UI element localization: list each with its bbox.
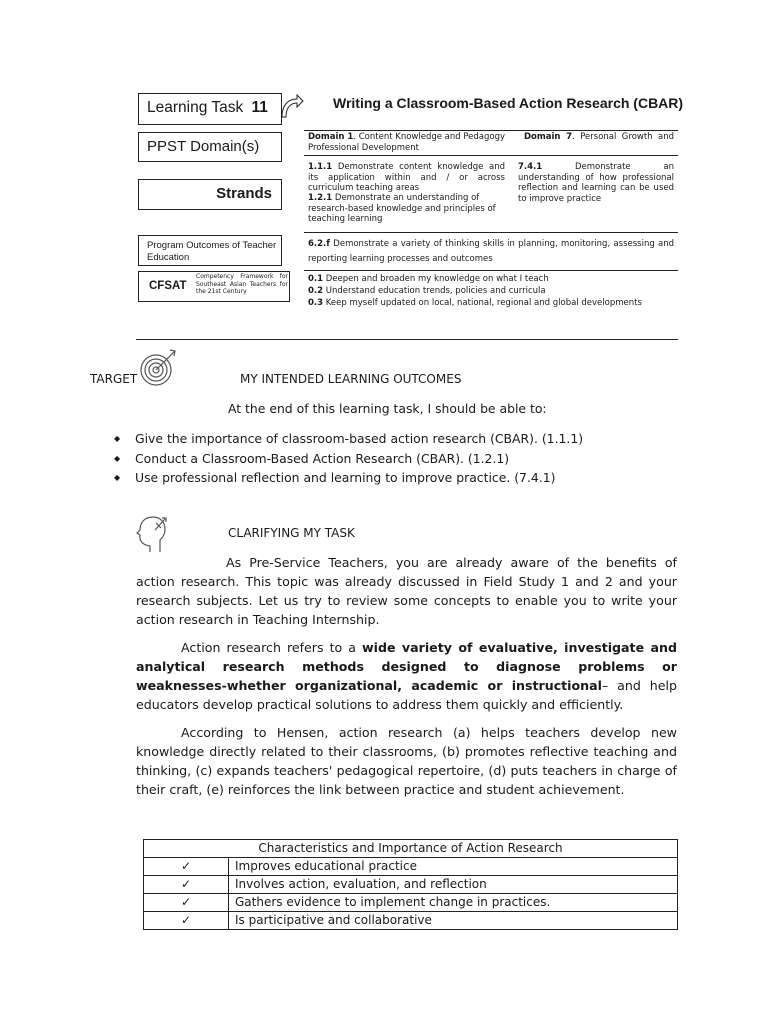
table-row (144, 876, 678, 894)
ppst-domain-box (138, 132, 282, 162)
program-outcome-code: 6.2.f (308, 239, 330, 249)
check-icon: ✓ (144, 858, 229, 876)
check-icon: ✓ (144, 876, 229, 894)
outcomes-list (113, 429, 673, 488)
table-title: Characteristics and Importance of Action Research (144, 840, 678, 858)
list-item: ◆ Conduct a Classroom-Based Action Research (CBAR). (1.2.1) (113, 449, 673, 469)
domain-1-text: . Content Knowledge and Pedagogy (353, 132, 506, 142)
learning-task-label: Learning Task (147, 99, 244, 116)
cfsat-label: CFSAT (149, 280, 187, 292)
domain-7-code: Domain 7 (524, 132, 573, 142)
cfsat-list (308, 273, 678, 309)
ppst-domain-label: PPST Domain(s) (147, 138, 260, 155)
section-divider (136, 339, 678, 340)
divider-strands (304, 232, 678, 233)
strands-label: Strands (216, 185, 272, 202)
strand-7-4-1-code: 7.4.1 (518, 162, 543, 172)
learning-task-box (138, 93, 282, 125)
table-row (144, 894, 678, 912)
table-cell: Gathers evidence to implement change in practices. (229, 894, 678, 912)
program-outcomes-label: Program Outcomes of Teacher Education (147, 240, 277, 263)
divider-domains (304, 155, 678, 156)
paragraph-2: Action research refers to a wide variety of evaluative, investigate and analytical research methods designed to diagnose problems or weaknesses-whether organizational, academic or instructional– and help educators develop practical solutions to address them quickly and efficiently. (136, 640, 678, 712)
table-cell: Is participative and collaborative (229, 912, 678, 930)
strand-1-2-1 (308, 193, 508, 225)
table-cell: Improves educational practice (229, 858, 678, 876)
strand-1-2-1-code: 1.2.1 (308, 193, 333, 203)
strands-box (138, 179, 282, 210)
list-item: ◆ Use professional reflection and learning to improve practice. (7.4.1) (113, 468, 673, 488)
program-outcomes-box (138, 235, 282, 266)
paragraph-1: As Pre-Service Teachers, you are already aware of the benefits of action research. This topic was already discussed in Field Study 1 and 2 and your research subjects. Let us try to review some concepts to enable you to write your action research in Teaching Internship. (136, 555, 677, 627)
target-label: TARGET (90, 372, 138, 386)
strand-7-4-1 (518, 162, 674, 204)
table-header-row (144, 840, 678, 858)
paragraph-3: According to Hensen, action research (a) helps teachers develop new knowledge directly related to their classrooms, (b) promotes reflective teaching and thinking, (c) expands teachers' pedagogical repertoire, (d) puts teachers in charge of their craft, (e) reinforces the link between practice and student achievement. (136, 725, 677, 797)
strand-1-1-1-code: 1.1.1 (308, 162, 333, 172)
page-title: Writing a Classroom-Based Action Research (CBAR) (333, 95, 684, 111)
divider-outcomes (304, 270, 678, 271)
cfsat-item: 0.3 Keep myself updated on local, national, regional and global developments (308, 298, 642, 308)
domain-1-code: Domain 1 (308, 132, 354, 142)
program-outcome-text: Demonstrate a variety of thinking skills in planning, monitoring, assessing and reporting learning processes and outcomes (308, 239, 675, 264)
domain-7 (308, 132, 674, 153)
program-outcome-6-2-f (308, 237, 674, 267)
check-icon: ✓ (144, 894, 229, 912)
check-icon: ✓ (144, 912, 229, 930)
strand-7-4-1-text: Demonstrate an understanding of how professional reflection and learning can be used to improve practice (518, 162, 674, 204)
target-icon (139, 348, 179, 388)
learning-task-number: 11 (251, 99, 268, 116)
thinking-head-icon (136, 514, 170, 554)
list-item: ◆ Give the importance of classroom-based action research (CBAR). (1.1.1) (113, 429, 673, 449)
cfsat-item: 0.2 Understand education trends, policies and curricula (308, 286, 546, 296)
clarify-heading: CLARIFYING MY TASK (228, 526, 355, 540)
cfsat-description: Competency Framework for Southeast Asian Teachers for the 21st Century (196, 273, 288, 295)
outcomes-intro: At the end of this learning task, I should be able to: (228, 401, 547, 416)
characteristics-table (143, 839, 678, 930)
strand-1-2-1-text: Demonstrate an understanding of research-based knowledge and principles of teaching learning (308, 193, 496, 224)
table-row (144, 912, 678, 930)
outcomes-heading: MY INTENDED LEARNING OUTCOMES (240, 372, 462, 386)
cfsat-item: 0.1 Deepen and broaden my knowledge on what I teach (308, 274, 549, 284)
strand-1-1-1 (308, 162, 505, 194)
paragraph-2-bold: wide variety of evaluative, investigate and analytical research methods designed to diagnose problems or weaknesses-whether organizational, academic or instructional (136, 640, 678, 693)
domain-7-text: . Personal Growth and Professional Development (308, 132, 675, 153)
cfsat-box (138, 271, 290, 302)
divider-top (304, 130, 678, 131)
curved-arrow-icon (280, 93, 304, 119)
table-cell: Involves action, evaluation, and reflection (229, 876, 678, 894)
table-row (144, 858, 678, 876)
strand-1-1-1-text: Demonstrate content knowledge and its application within and / or across curriculum teaching areas (308, 162, 506, 193)
